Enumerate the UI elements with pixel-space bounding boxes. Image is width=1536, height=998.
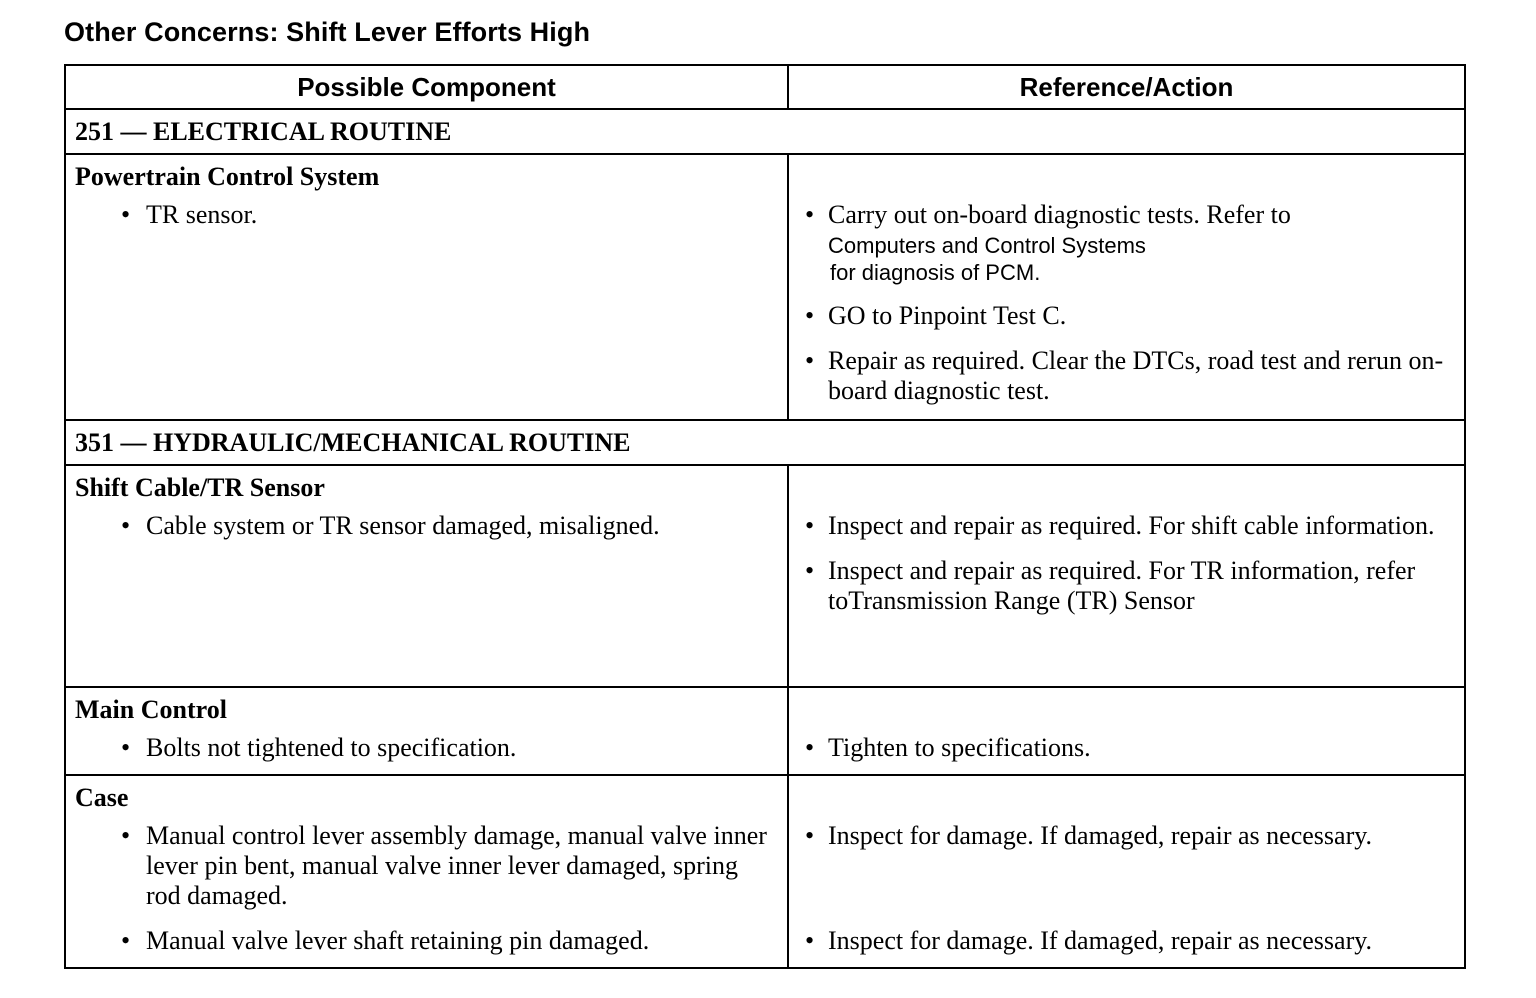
action-item: • GO to Pinpoint Test C. [789,301,1464,331]
action-item: • Tighten to specifications. [789,733,1464,763]
component-cell [65,465,788,687]
component-name: Main Control [75,695,227,724]
component-cell [65,687,788,775]
component-name: Powertrain Control System [75,162,380,191]
cause-item: • Bolts not tightened to specification. [66,733,787,763]
table-row [65,465,1465,687]
action-item: • Inspect and repair as required. For shift cable information. [789,511,1464,541]
column-header-component: Possible Component [65,65,788,109]
table-row [65,775,1465,968]
action-cell [788,687,1465,775]
component-cell [65,775,788,968]
section-heading: 251 — ELECTRICAL ROUTINE [65,109,1465,154]
cause-item: • TR sensor. [66,200,787,230]
table-row [65,687,1465,775]
action-item [789,200,1464,286]
reference-link[interactable]: Computers and Control Systems [828,233,1146,258]
diagnosis-table [64,64,1466,969]
cause-item: • Cable system or TR sensor damaged, misaligned. [66,511,787,541]
section-row [65,109,1465,154]
column-header-action: Reference/Action [788,65,1465,109]
cause-item: • Manual valve lever shaft retaining pin damaged. [66,926,787,956]
section-heading: 351 — HYDRAULIC/MECHANICAL ROUTINE [65,420,1465,465]
action-cell [788,775,1465,968]
page-title: Other Concerns: Shift Lever Efforts High [64,17,591,47]
section-row [65,420,1465,465]
cause-item: • Manual control lever assembly damage, manual valve inner lever pin bent, manual valve inner lever damaged, spring rod damaged. [66,821,787,911]
table-header-row [65,65,1465,109]
component-name: Shift Cable/TR Sensor [75,473,325,502]
component-cell [65,154,788,420]
action-item: • Inspect for damage. If damaged, repair as necessary. [789,821,1464,851]
action-text: Carry out on-board diagnostic tests. Refer to [828,200,1291,229]
action-item: • Inspect and repair as required. For TR information, refer toTransmission Range (TR) Sensor [789,556,1464,616]
action-item: • Repair as required. Clear the DTCs, road test and rerun on-board diagnostic test. [789,346,1464,406]
action-cell [788,465,1465,687]
component-name: Case [75,783,129,812]
table-row [65,154,1465,420]
action-item: • Inspect for damage. If damaged, repair as necessary. [789,926,1464,956]
action-cell [788,154,1465,420]
action-text-suffix: for diagnosis of PCM. [830,260,1041,285]
